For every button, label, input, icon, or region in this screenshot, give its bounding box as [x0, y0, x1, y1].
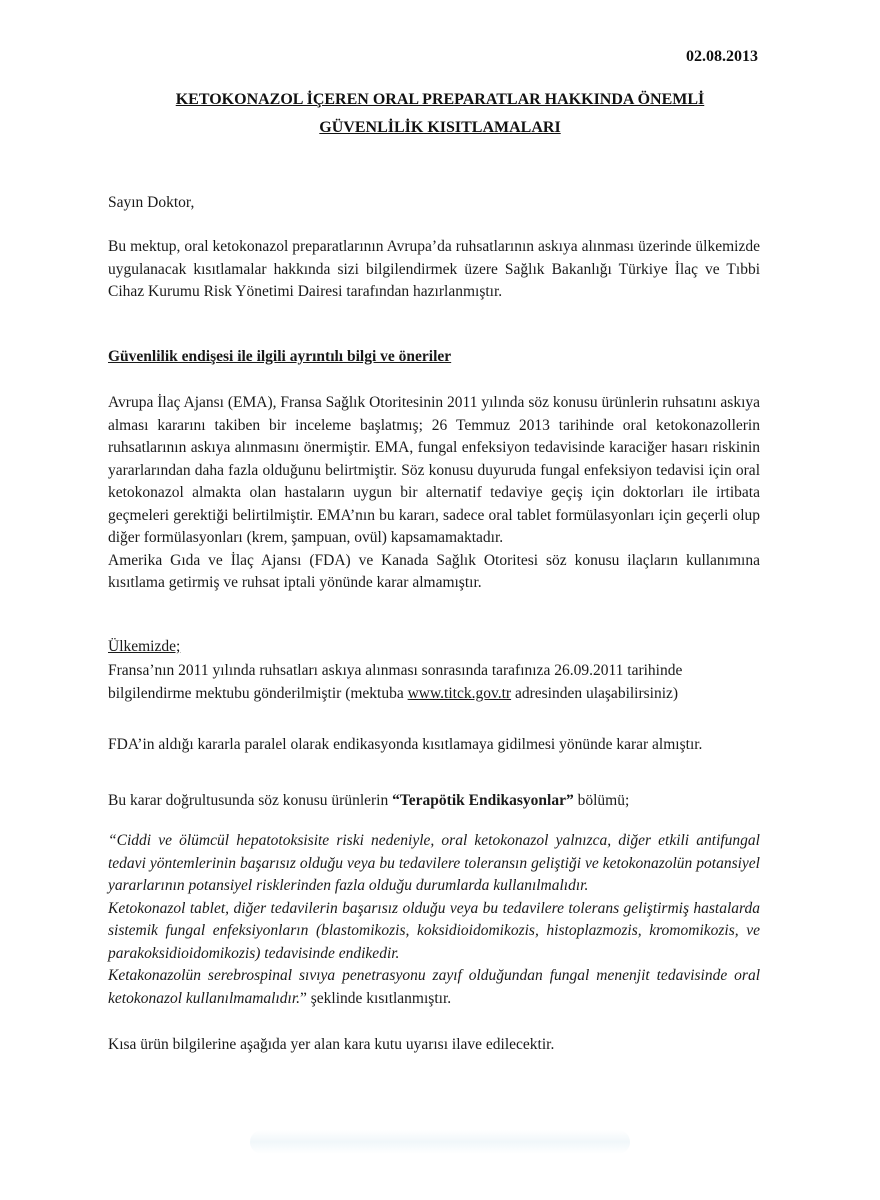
country-label: Ülkemizde;: [108, 638, 181, 655]
closing-paragraph: Kısa ürün bilgilerine aşağıda yer alan kara kutu uyarısı ilave edilecektir.: [108, 1036, 555, 1053]
titck-link[interactable]: www.titck.gov.tr: [407, 684, 512, 702]
salutation: Sayın Doktor,: [108, 194, 195, 211]
country-text-before: Fransa’nın 2011 yılında ruhsatları askıya alınması sonrasında tarafınıza 26.09.2011 tarihinde bilgilendirme mektubu gönderilmiştir (mektuba: [108, 662, 683, 702]
decision-bold: “Terapötik Endikasyonlar”: [392, 792, 574, 809]
quote-paragraph-3-after: ” şeklinde kısıtlanmıştır.: [300, 989, 452, 1007]
quote-paragraph-1: “Ciddi ve ölümcül hepatotoksisite riski nedeniyle, oral ketokonazol yalnızca, diğer etkili antifungal tedavi yöntemlerinin başarısız olduğu veya bu tedavilere toleransın geliştiği ve ketokonazolün potansiyel yararlarının potansiyel risklerinden fazla olduğu durumlarda kullanılmalıdır.: [108, 832, 760, 894]
section-heading: Güvenlilik endişesi ile ilgili ayrıntılı bilgi ve öneriler: [108, 348, 452, 365]
quote-paragraph-3-italic: Ketakonazolün serebrospinal sıvıya penetrasyonu zayıf olduğundan fungal menenjit tedavisinde oral ketokonazol kullanılmamalıdır.: [108, 967, 760, 1007]
letter-title: [0, 86, 880, 142]
country-paragraph: [108, 660, 760, 705]
decision-after: bölümü;: [573, 792, 630, 809]
quote-paragraph-3: [108, 965, 760, 1010]
indication-quote: [108, 830, 760, 1010]
intro-paragraph: Bu mektup, oral ketokonazol preparatlarının Avrupa’da ruhsatlarının askıya alınması üzerinde ülkemizde uygulanacak kısıtlamalar hakkında sizi bilgilendirmek üzere Sağlık Bakanlığı Türkiye İlaç ve Tıbbi Cihaz Kurumu Risk Yönetimi Dairesi tarafından hazırlanmıştır.: [108, 238, 760, 300]
safety-paragraph-ema: Avrupa İlaç Ajansı (EMA), Fransa Sağlık Otoritesinin 2011 yılında söz konusu ürünlerin ruhsatını askıya alması kararını takiben bir inceleme başlatmış; 26 Temmuz 2013 tarihinde oral ketokonazollerin ruhsatlarının askıya alınmasını önermiştir. EMA, fungal enfeksiyon tedavisinde karaciğer hasarı riskinin yararlarından daha fazla olduğunu belirtmiştir. Söz konusu duyuruda fungal enfeksiyon tedavisi için oral ketokonazol almakta olan hastaların uygun bir alternatif tedaviye geçiş için doktorları ile irtibata geçmeleri gerektiği belirtilmiştir. EMA’nın bu kararı, sadece oral tablet formülasyonları için geçerli olup diğer formülasyonları (krem, şampuan, ovül) kapsamamaktadır.: [108, 394, 760, 546]
decision-before: Bu karar doğrultusunda söz konusu ürünlerin: [108, 792, 393, 809]
title-line-2: GÜVENLİLİK KISITLAMALARI: [319, 119, 561, 136]
scan-artifact: [250, 1130, 630, 1154]
title-line-1: KETOKONAZOL İÇEREN ORAL PREPARATLAR HAKKINDA ÖNEMLİ: [175, 91, 705, 108]
decision-paragraph: [108, 790, 760, 813]
quote-paragraph-2: Ketokonazol tablet, diğer tedavilerin başarısız olduğu veya bu tedavilere tolerans geliştirmiş hastalarda sistemik fungal enfeksiyonların (blastomikozis, koksidioidomikozis, histoplazmozis, kromomikozis, ve parakoksidioidomikozis) tedavisinde endikedir.: [108, 899, 760, 962]
letter-date: 02.08.2013: [686, 48, 758, 65]
safety-details: [108, 392, 760, 595]
safety-paragraph-fda: Amerika Gıda ve İlaç Ajansı (FDA) ve Kanada Sağlık Otoritesi söz konusu ilaçların kullanımına kısıtlama getirmiş ve ruhsat iptali yönünde karar almamıştır.: [108, 551, 760, 591]
fda-paragraph: FDA’in aldığı kararla paralel olarak endikasyonda kısıtlamaya gidilmesi yönünde karar almıştır.: [108, 736, 703, 753]
country-text-after: adresinden ulaşabilirsiniz): [511, 684, 679, 702]
